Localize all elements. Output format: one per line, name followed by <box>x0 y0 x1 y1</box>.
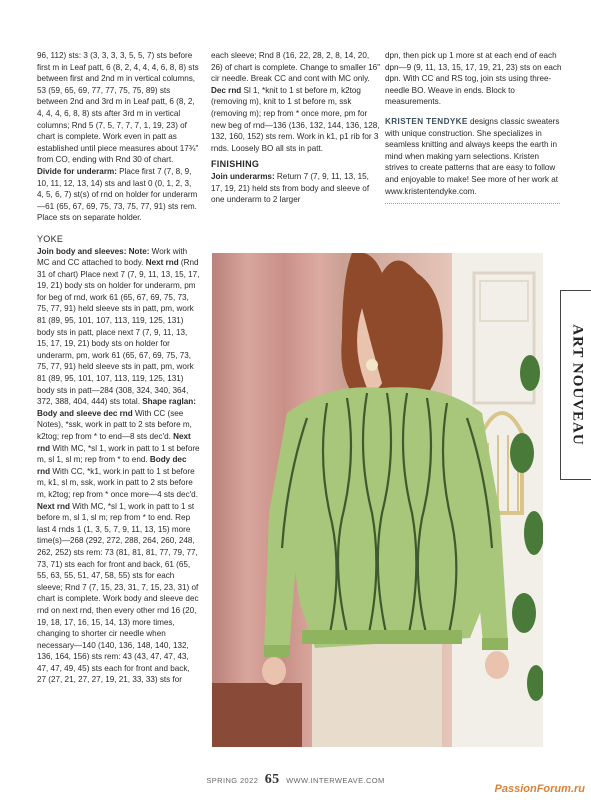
body-text: designs classic sweaters with unique construction. She specializes in seamless knitting and always keeps the earth in mind when making yarn selections. Kristen strives to create patterns that are easy to follow and enjoyable to make! See more of her work at www.kristentendyke.com. <box>385 116 560 196</box>
paragraph <box>211 171 381 206</box>
text-column-2 <box>211 50 381 206</box>
body-text: each sleeve; Rnd 8 (16, 22, 28, 2, 8, 14, 20, 26) of chart is complete. Change to smaller 16" cir needle. Break CC and cont with MC only. <box>211 51 381 84</box>
sweater-photo-illustration <box>212 253 543 747</box>
text-column-1 <box>37 50 200 686</box>
bold-lead: Shape raglan: Body and sleeve dec rnd <box>37 397 196 418</box>
body-text: With CC, *k1, work in patt to 1 st before m, k1, sl m, ssk, work in patt to 2 sts before m, k2tog; rep from * once more—4 sts dec'd. <box>37 466 198 499</box>
body-text: Place first 7 (7, 8, 9, 10, 11, 12, 13, 14) sts and last 0 (0, 1, 2, 3, 4, 5, 6, 7) st(s) of rnd on holder for underarm—61 (65, 67, 69, 75, 73, 75, 77, 91) sts rem. Place sts on separate holder. <box>37 166 198 223</box>
body-text: dpn, then pick up 1 more st at each end of each dpn—9 (9, 11, 13, 15, 17, 19, 21, 23) sts on each dpn. With CC and RS tog, join sts using three-needle BO. Weave in ends. Block to measurements. <box>385 51 562 107</box>
body-text: Return 7 (7, 9, 11, 13, 15, 17, 19, 21) held sts from body and sleeve of one underarm to 2 larger <box>211 171 370 205</box>
website-label: WWW.INTERWEAVE.COM <box>286 776 385 785</box>
divider <box>385 200 560 204</box>
body-text: Work with MC and CC attached to body. <box>37 246 188 268</box>
paragraph <box>211 50 381 154</box>
bold-lead: Body dec rnd <box>37 455 187 476</box>
bold-lead: Join body and sleeves: Note: <box>37 246 150 256</box>
paragraph <box>385 50 563 108</box>
body-text: With MC, *sl 1, work in patt to 1 st before m, sl 1, sl m; rep from * to end. Rep last 4 rnds 1 (1, 3, 5, 7, 9, 11, 13, 15) more time(s)—268 (292, 272, 288, 264, 260, 248, 262, 252) sts rem: 73 (81, 81, 81, 77, 79, 77, 73, 71) sts each for front and back, 61 (65, 55, 63, 55, 51, 47, 58, 55) sts for each sleeve; Rnd 7 (7, 15, 23, 31, 7, 15, 23, 31) of chart is complete. Work body and sleeve dec rnd on next rnd, then every other rnd 16 (20, 19, 18, 17, 16, 15, 14, 13) more times, changing to shorter cir needle when necessary—140 (140, 136, 148, 140, 132, 136, 164, 156) sts rem: 43 (43, 47, 47, 43, 47, 47, 49, 45) sts each for front and back, 27 (27, 21, 27, 27, 19, 21, 33, 33) sts for <box>37 501 199 685</box>
paragraph <box>37 50 200 224</box>
bold-lead: Dec rnd <box>211 85 242 95</box>
body-text: With CC (see Notes), *ssk, work in patt to 2 sts before m, k2tog; rep from * to end—8 sts dec'd. <box>37 408 192 441</box>
body-text: With MC, *sl 1, work in patt to 1 st before m, sl 1, sl m; rep from * to end. <box>37 443 200 465</box>
body-text: Sl 1, *knit to 1 st before m, k2tog (removing m), knit to 1 st before m, ssk (removing m); rep from * once more, pm for new beg of rnd—136 (136, 132, 144, 136, 128, 132, 160, 152) sts rem. Work in k1, p1 rib for 3 rnds. Loosely BO all sts in patt. <box>211 85 380 153</box>
body-text: (Rnd 31 of chart) Place next 7 (7, 9, 11, 13, 15, 17, 19, 21) body sts on holder for underarm, pm for beg of rnd, work 61 (65, 67, 69, 75, 73, 75, 77, 91) held sleeve sts in patt, pm, work 81 (89, 95, 101, 107, 113, 119, 125, 131) body sts in patt, place next 7 (7, 9, 11, 13, 15, 17, 19, 21) body sts on holder for underarm, pm, work 61 (65, 67, 69, 75, 73, 75, 77, 91) held sleeve sts in patt, pm, work 81 (89, 95, 101, 107, 113, 119, 125, 131) body sts in patt—284 (308, 324, 340, 364, 372, 388, 404, 444) sts total. <box>37 258 200 407</box>
text-column-3 <box>385 50 563 204</box>
paragraph <box>37 246 200 687</box>
page-number: 65 <box>264 772 280 787</box>
body-text: 96, 112) sts: 3 (3, 3, 3, 3, 5, 5, 7) sts before first m in Leaf patt, 6 (8, 2, 4, 4, 4, 6, 8, 8) sts between first and 2nd m in vertical columns, 53 (59, 65, 69, 77, 77, 75, 75, 89) sts between 2nd and 3rd m in Leaf patt, 6 (8, 2, 4, 4, 4, 6, 8, 8) sts after 3rd m in vertical columns; Rnd 5 (7, 5, 7, 7, 7, 1, 19, 23) of chart is complete. Work even in patt as established until piece measures about 17¾" from CO, ending with Rnd 30 of chart. <box>37 51 199 165</box>
bold-lead: Divide for underarm: <box>37 166 117 176</box>
section-tab-sidebar <box>560 290 591 480</box>
watermark: PassionForum.ru <box>494 783 585 795</box>
bold-lead: Next rnd <box>37 432 191 453</box>
issue-label: SPRING 2022 <box>206 776 259 785</box>
section-heading-yoke: YOKE <box>37 233 64 244</box>
bold-lead: Join underarms: <box>211 171 275 181</box>
bold-lead: Next rnd <box>37 501 70 511</box>
author-bio <box>385 116 563 197</box>
section-heading-finishing: FINISHING <box>211 159 260 170</box>
author-name: KRISTEN TENDYKE <box>385 116 468 126</box>
sweater-photo <box>212 253 543 747</box>
bold-lead: Next rnd <box>145 258 179 268</box>
section-tab-label: ART NOUVEAU <box>569 324 585 446</box>
